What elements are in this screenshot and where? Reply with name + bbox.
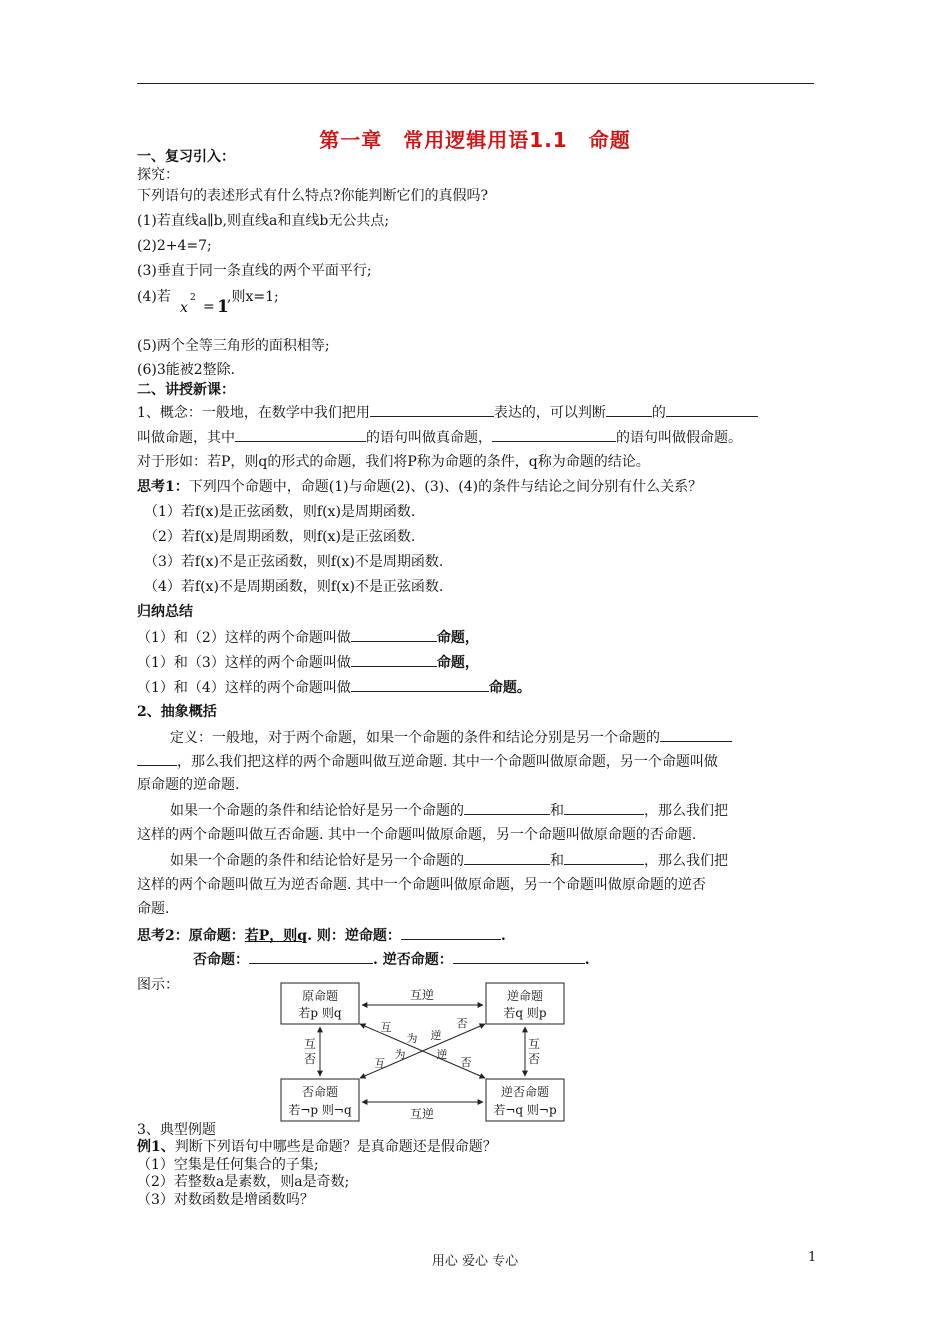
example1-line [137,1137,497,1157]
def1-line-3: 原命题的逆命题. [137,777,240,793]
math-one: 1 [217,297,229,317]
examples-heading: 3、典型例题 [137,1122,216,1138]
concept-line-1 [137,402,758,423]
def1-text-b: ，那么我们把这样的两个命题叫做互逆命题. 其中一个命题叫做原命题，另一个命题叫做 [177,754,718,770]
def2-line-1 [170,800,728,821]
summary-line-3 [137,677,531,698]
blank-true-prop[interactable] [235,427,366,442]
blank-summary-3[interactable] [351,677,489,692]
summary-suffix-1: 命题， [436,630,479,646]
def2-text-a: 如果一个命题的条件和结论恰好是另一个命题的 [170,803,464,819]
review-item-3: (3)垂直于同一条直线的两个平面平行; [137,263,372,279]
concept-text-d: 叫做命题，其中 [137,430,235,446]
review-item-6: (6)3能被2整除. [137,362,236,378]
blank-def1-a[interactable] [660,727,732,742]
box-negation-title: 否命题 [301,1085,339,1099]
summary-text-2: （1）和（3）这样的两个命题叫做 [137,655,351,671]
explore-label: 探究： [137,167,179,183]
blank-negation[interactable] [249,949,373,964]
blank-converse[interactable] [401,925,501,940]
blank-concept-2[interactable] [606,402,652,417]
blank-summary-1[interactable] [351,627,437,642]
cross-label-1b: 为 [406,1032,418,1045]
summary-line-2 [137,652,479,673]
think1-item-2: （2）若f(x)是周期函数，则f(x)是正弦函数. [144,529,416,545]
def3-line-3: 命题. [137,901,170,917]
box-contrapositive-title: 逆否命题 [500,1085,550,1099]
blank-def3-b[interactable] [564,850,644,865]
label-left-1: 互 [303,1037,317,1051]
def3-text-b: ，那么我们把 [644,853,728,869]
def3-text-and: 和 [550,853,564,869]
think1-item-4: （4）若f(x)不是周期函数，则f(x)不是正弦函数. [144,579,444,595]
cross-label-1a: 互 [380,1021,392,1034]
summary-heading: 归纳总结 [137,604,193,620]
def1-line-1 [170,727,732,748]
blank-def3-a[interactable] [464,850,550,865]
think2-label: 思考2： [137,928,189,944]
cross-label-1d: 否 [456,1017,468,1030]
summary-suffix-2: 命题， [436,655,479,671]
review-item-5: (5)两个全等三角形的面积相等; [137,338,330,354]
box-negation-form: 若¬p 则¬q [288,1103,352,1117]
def3-text-a: 如果一个命题的条件和结论恰好是另一个命题的 [170,853,464,869]
think1-item-3: （3）若f(x)不是正弦函数，则f(x)不是周期函数. [144,554,444,570]
cross-label-2c: 逆 [436,1048,448,1061]
think1-item-1: （1）若f(x)是正弦函数，则f(x)是周期函数. [144,504,416,520]
label-left-2: 否 [303,1052,317,1066]
label-top-converse: 互逆 [409,988,435,1002]
review-item-4-prefix: (4)若 [137,289,171,305]
box-original-form: 若p 则q [298,1006,342,1020]
think1-label: 思考1： [137,479,189,495]
example1-label: 例1、 [137,1139,175,1155]
def1-text-a: 定义：一般地，对于两个命题，如果一个命题的条件和结论分别是另一个命题的 [170,730,660,746]
summary-line-1 [137,627,479,648]
think2-negation-label: 否命题： [193,952,249,968]
page-title: 第一章 常用逻辑用语1.1 命题 [319,128,631,152]
summary-text-1: （1）和（2）这样的两个命题叫做 [137,630,351,646]
think2-contrapositive-label: . 逆否命题： [373,952,453,968]
concept-text-e: 的语句叫做真命题， [366,430,492,446]
figure-label: 图示： [137,977,179,993]
concept-line-2 [137,427,742,448]
header-rule [137,83,814,84]
summary-suffix-3: 命题。 [488,680,531,696]
box-converse-title: 逆命题 [506,989,544,1003]
blank-def2-a[interactable] [464,800,550,815]
proposition-relation-diagram [280,981,570,1124]
box-original-title: 原命题 [301,989,339,1003]
blank-def1-b[interactable] [137,751,177,766]
example1-item-1: （1）空集是任何集合的子集; [137,1157,319,1173]
concept-text-a: 1、概念：一般地，在数学中我们把用 [137,405,370,421]
section-heading-new: 二、讲授新课： [137,382,235,398]
def2-text-b: ，那么我们把 [644,803,728,819]
explore-question: 下列语句的表述形式有什么特点?你能判断它们的真假吗? [137,188,489,204]
concept-text-b: 表达的，可以判断 [493,405,606,421]
abstract-heading: 2、抽象概括 [137,704,217,720]
review-item-2: (2)2+4=7; [137,238,212,254]
def3-line-1 [170,850,728,871]
def2-line-2: 这样的两个命题叫做互否命题. 其中一个命题叫做原命题，另一个命题叫做原命题的否命题. [137,827,697,843]
math-exponent: 2 [190,293,196,303]
review-item-1: (1)若直线a∥b,则直线a和直线b无公共点; [137,213,390,229]
def2-text-and: 和 [550,803,564,819]
think2-converse-label: . 则：逆命题： [307,928,401,944]
math-equals: = [203,299,215,315]
cross-label-2a: 互 [374,1057,386,1070]
def3-line-2: 这样的两个命题叫做互为逆否命题. 其中一个命题叫做原命题，另一个命题叫做原命题的逆否 [137,877,706,893]
think2-dot-2: . [584,952,590,968]
label-right-1: 互 [527,1037,541,1051]
concept-text-f: 的语句叫做假命题。 [616,430,742,446]
think2-orig-label: 原命题： [188,928,245,944]
summary-text-3: （1）和（4）这样的两个命题叫做 [137,680,351,696]
page-number: 1 [808,1250,817,1265]
cross-label-2d: 否 [460,1056,472,1069]
blank-contrapositive[interactable] [453,949,585,964]
think2-orig-value: 若P，则q [244,928,308,944]
think2-line-1 [137,925,506,946]
cross-label-2b: 为 [394,1048,406,1061]
example1-item-3: （3）对数函数是增函数吗？ [137,1192,314,1208]
label-bottom-converse: 互逆 [409,1107,435,1121]
blank-concept-1[interactable] [370,402,494,417]
section-heading-review: 一、复习引入： [137,149,235,165]
blank-concept-3[interactable] [666,402,758,417]
box-contrapositive-form: 若¬q 则¬p [493,1103,557,1117]
blank-false-prop[interactable] [492,427,616,442]
math-x-base: x [180,300,188,316]
form-description: 对于形如：若P，则q的形式的命题，我们将P称为命题的条件，q称为命题的结论。 [137,454,650,470]
label-right-2: 否 [527,1052,541,1066]
think1-line [137,477,702,497]
think2-line-2 [193,949,590,970]
example1-text: 判断下列语句中哪些是命题？是真命题还是假命题？ [174,1139,497,1155]
example1-item-2: （2）若整数a是素数，则a是奇数; [137,1174,350,1190]
think1-text: 下列四个命题中，命题(1)与命题(2)、(3)、(4)的条件与结论之间分别有什么关系？ [188,479,703,495]
cross-label-1c: 逆 [430,1029,442,1042]
think2-dot-1: . [500,928,506,944]
box-converse-form: 若q 则p [503,1006,547,1020]
concept-text-c: 的 [651,405,666,421]
blank-summary-2[interactable] [351,652,437,667]
blank-def2-b[interactable] [564,800,644,815]
page-footer: 用心 爱心 专心 [431,1254,519,1269]
review-item-4-suffix: ,则x=1; [227,289,279,305]
def1-line-2 [137,751,718,772]
